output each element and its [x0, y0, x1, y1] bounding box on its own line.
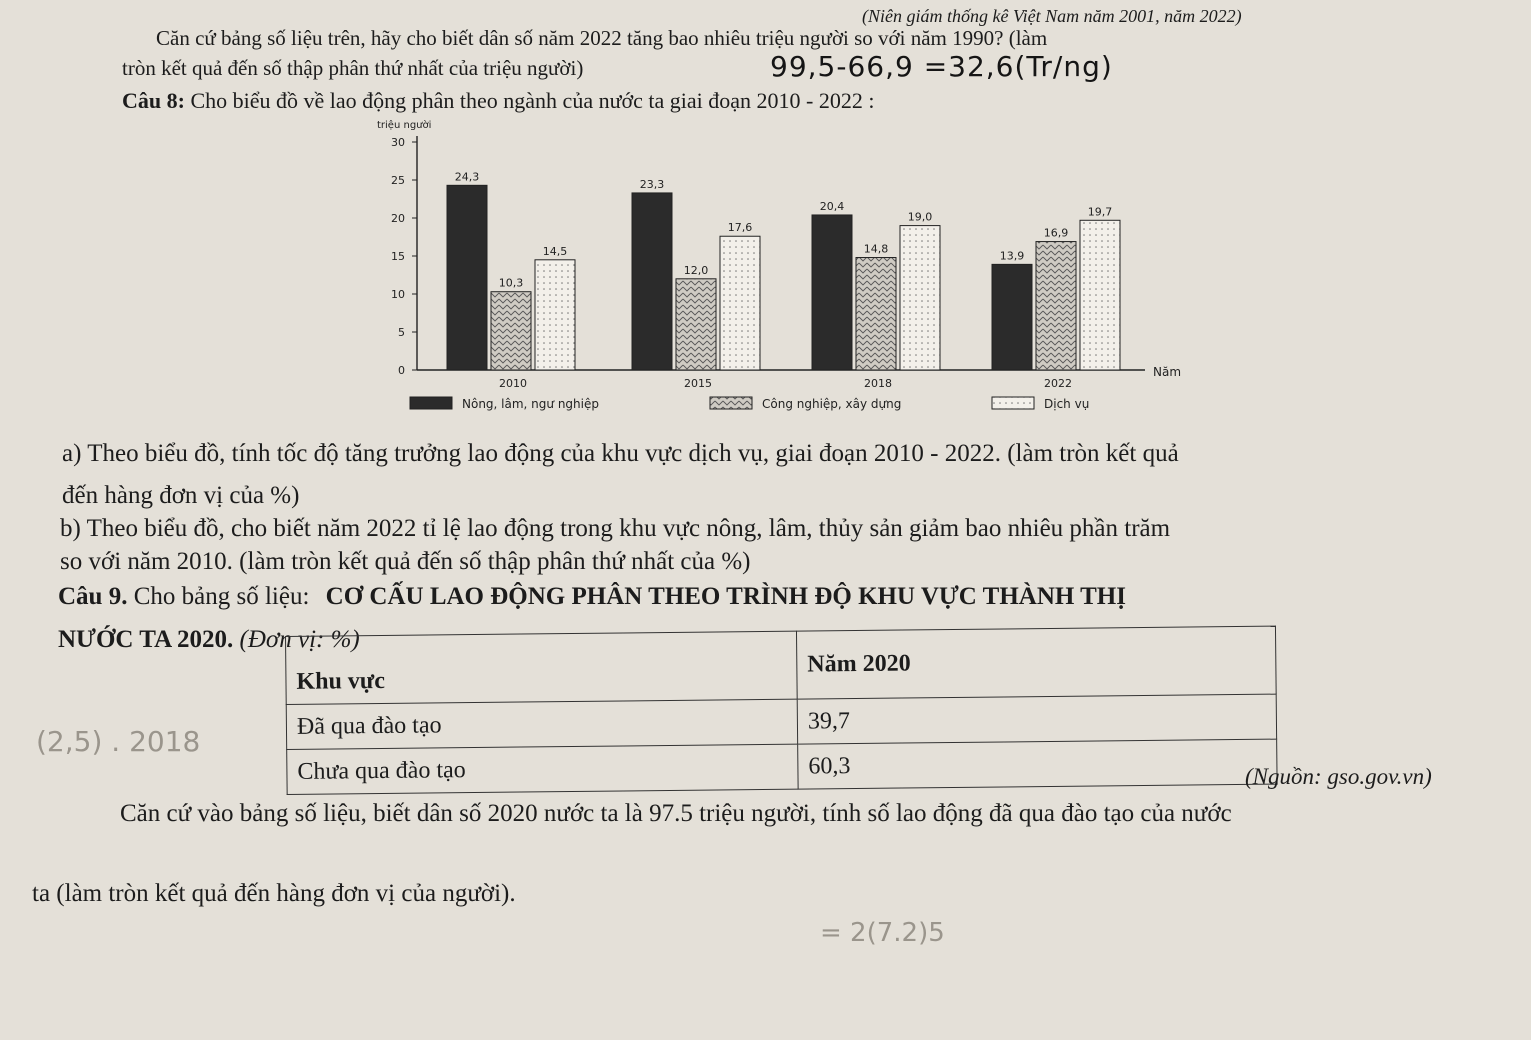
- q7-text-line2: tròn kết quả đến số thập phân thứ nhất của triệu người): [122, 56, 584, 80]
- q9-table-title-1: CƠ CẤU LAO ĐỘNG PHÂN THEO TRÌNH ĐỘ KHU VỰC THÀNH THỊ: [325, 583, 1126, 610]
- labor-structure-table: [285, 626, 1278, 795]
- chart-legend: [410, 397, 1089, 411]
- bar-industry: [856, 258, 896, 370]
- data-label: 16,9: [1043, 226, 1069, 240]
- q9-intro: Cho bảng số liệu:: [133, 583, 310, 610]
- table-cell-value: 60,3: [798, 739, 1277, 789]
- q9-unit: (Đơn vị: %): [239, 626, 360, 653]
- q9-text-line1: Căn cứ vào bảng số liệu, biết dân số 2020 nước ta là 97.5 triệu người, tính số lao động đã qua đào tạo của nước: [120, 800, 1232, 827]
- q7-text-line1: Căn cứ bảng số liệu trên, hãy cho biết dân số năm 2022 tăng bao nhiêu triệu người so với năm 1990? (làm: [156, 26, 1048, 50]
- y-tick-label: 25: [391, 174, 405, 187]
- table-cell-label: Chưa qua đào tạo: [287, 744, 798, 794]
- table-row: [287, 739, 1277, 794]
- data-label: 10,3: [498, 276, 524, 290]
- legend-swatch: [410, 397, 452, 409]
- chart-bars: [447, 170, 1120, 370]
- q9-table-title-2: NƯỚC TA 2020.: [58, 626, 234, 653]
- legend-label: Công nghiệp, xây dựng: [762, 397, 902, 411]
- header-source: (Niên giám thống kê Việt Nam năm 2001, năm 2022): [862, 6, 1242, 26]
- table-header-area: Khu vực: [286, 631, 798, 704]
- bar-services: [900, 226, 940, 370]
- y-axis-title: triệu người: [377, 120, 432, 131]
- data-label: 20,4: [819, 199, 845, 213]
- data-label: 14,5: [542, 244, 568, 258]
- q9-heading: [58, 583, 1126, 611]
- data-label: 23,3: [639, 177, 665, 191]
- data-label: 19,0: [907, 210, 933, 224]
- table-source: (Nguồn: gso.gov.vn): [1245, 764, 1432, 789]
- data-label: 24,3: [454, 170, 480, 184]
- y-tick-label: 5: [398, 326, 405, 339]
- y-tick-label: 0: [398, 364, 405, 377]
- question-a-line2: đến hàng đơn vị của %): [62, 482, 300, 509]
- legend-swatch: [710, 397, 752, 409]
- handwritten-answer: 99,5-66,9 =32,6(Tr/ng): [770, 50, 1113, 83]
- x-tick-label: 2018: [864, 377, 892, 390]
- table-header-row: [286, 626, 1277, 704]
- question-a-line1: a) Theo biểu đồ, tính tốc độ tăng trưởng lao động của khu vực dịch vụ, giai đoạn 2010 - 2022. (làm tròn kết quả: [62, 440, 1179, 467]
- question-b-line1: b) Theo biểu đồ, cho biết năm 2022 tỉ lệ lao động trong khu vực nông, lâm, thủy sản giảm bao nhiêu phần trăm: [60, 515, 1171, 542]
- legend-swatch: [992, 397, 1034, 409]
- bar-services: [535, 260, 575, 370]
- faint-show-through-bottom: = 2(7.2)5: [820, 918, 945, 948]
- bar-agriculture: [812, 215, 852, 370]
- table-header-year: Năm 2020: [796, 626, 1276, 699]
- bar-services: [720, 236, 760, 370]
- table-cell-label: Đã qua đào tạo: [286, 699, 797, 749]
- y-tick-label: 30: [391, 136, 405, 149]
- q9-text-line2: ta (làm tròn kết quả đến hàng đơn vị của người).: [32, 880, 516, 907]
- x-axis-title: Năm: [1153, 365, 1182, 379]
- table-cell-value: 39,7: [797, 694, 1276, 744]
- data-label: 12,0: [683, 263, 709, 277]
- legend-label: Dịch vụ: [1044, 397, 1090, 411]
- y-tick-label: 15: [391, 250, 405, 263]
- q8-title: Cho biểu đồ về lao động phân theo ngành của nước ta giai đoạn 2010 - 2022 :: [190, 88, 875, 113]
- data-label: 14,8: [863, 242, 889, 256]
- bar-agriculture: [992, 264, 1032, 370]
- bar-services: [1080, 220, 1120, 370]
- x-tick-label: 2022: [1044, 377, 1072, 390]
- q9-label: Câu 9.: [58, 583, 128, 610]
- data-label: 19,7: [1087, 205, 1113, 219]
- data-label: 13,9: [999, 249, 1025, 263]
- y-tick-label: 10: [391, 288, 405, 301]
- y-tick-label: 20: [391, 212, 405, 225]
- legend-label: Nông, lâm, ngư nghiệp: [462, 397, 599, 411]
- q8-heading: [122, 88, 874, 114]
- q8-label: Câu 8:: [122, 88, 185, 113]
- bar-industry: [676, 279, 716, 370]
- bar-industry: [491, 292, 531, 370]
- faint-show-through-left: (2,5) . 2018: [36, 725, 201, 758]
- x-tick-label: 2010: [499, 377, 527, 390]
- x-tick-label: 2015: [684, 377, 712, 390]
- bar-agriculture: [632, 193, 672, 370]
- bar-industry: [1036, 242, 1076, 370]
- question-b-line2: so với năm 2010. (làm tròn kết quả đến số thập phân thứ nhất của %): [60, 548, 751, 575]
- labor-bar-chart: [355, 112, 1182, 427]
- data-label: 17,6: [727, 221, 753, 235]
- bar-agriculture: [447, 185, 487, 370]
